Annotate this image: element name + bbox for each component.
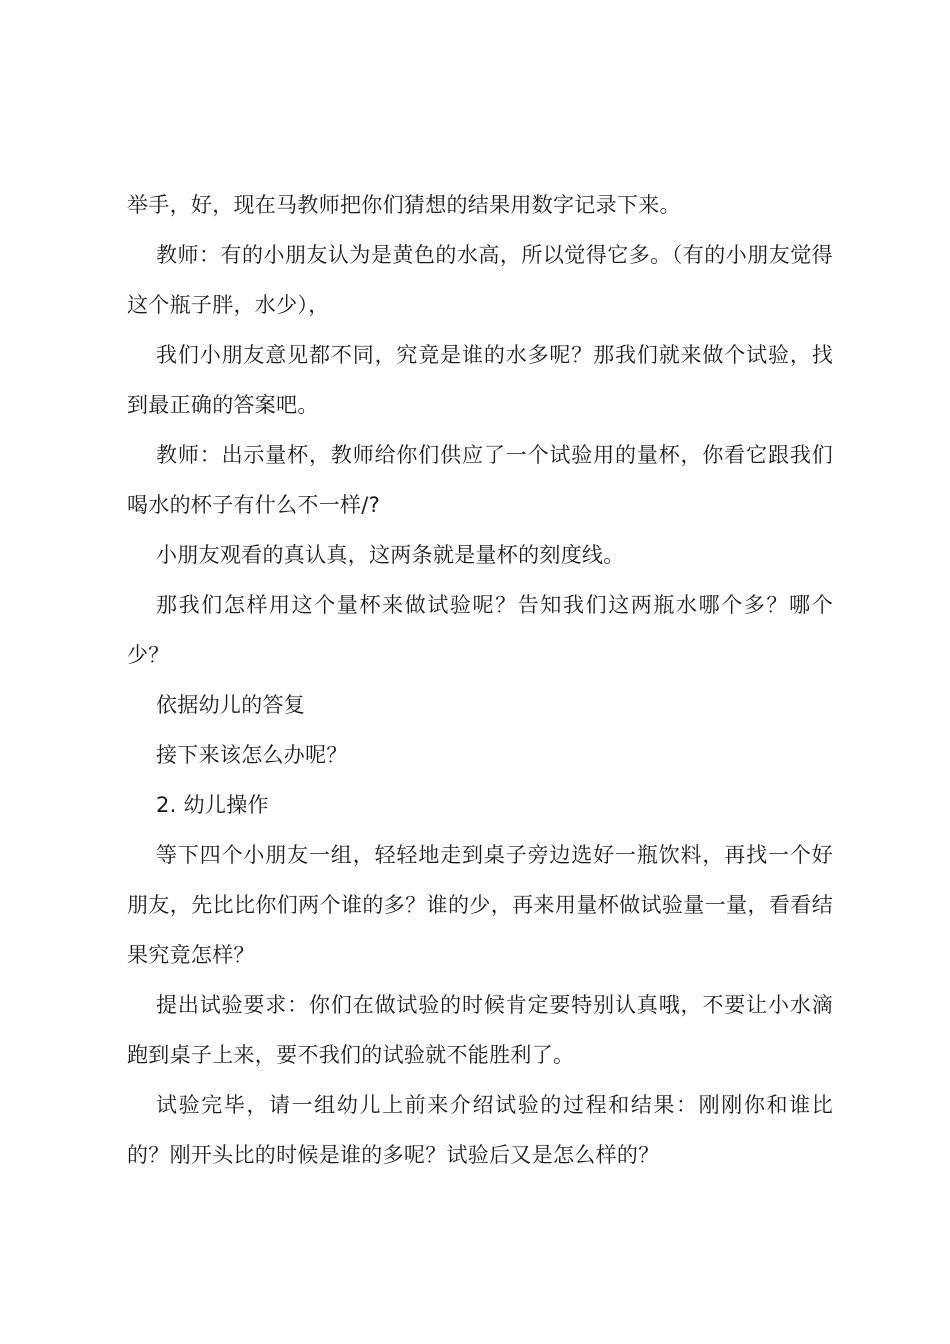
document-body: [127, 180, 833, 1180]
paragraph-5: 小朋友观看的真认真，这两条就是量杯的刻度线。: [156, 543, 625, 567]
paragraph-9: 2. 幼儿操作: [156, 793, 269, 817]
paragraph-8: 接下来该怎么办呢？: [156, 743, 348, 767]
paragraph-6: 那我们怎样用这个量杯来做试验呢？告知我们这两瓶水哪个多？哪个少？: [127, 593, 833, 667]
paragraph-2: 教师：有的小朋友认为是黄色的水高，所以觉得它多。（有的小朋友觉得这个瓶子胖，水少），: [127, 243, 833, 317]
paragraph-3: 我们小朋友意见都不同，究竟是谁的水多呢？那我们就来做个试验，找到最正确的答案吧。: [127, 343, 833, 417]
paragraph-1: 举手，好，现在马教师把你们猜想的结果用数字记录下来。: [127, 193, 681, 217]
paragraph-10: 等下四个小朋友一组，轻轻地走到桌子旁边选好一瓶饮料，再找一个好朋友，先比比你们两个谁的多？谁的少，再来用量杯做试验量一量，看看结果究竟怎样？: [127, 843, 833, 967]
paragraph-11: 提出试验要求：你们在做试验的时候肯定要特别认真哦，不要让小水滴跑到桌子上来，要不我们的试验就不能胜利了。: [127, 993, 833, 1067]
paragraph-7: 依据幼儿的答复: [156, 693, 306, 717]
paragraph-4: 教师：出示量杯，教师给你们供应了一个试验用的量杯，你看它跟我们喝水的杯子有什么不一样/?: [127, 443, 833, 517]
paragraph-12: 试验完毕，请一组幼儿上前来介绍试验的过程和结果：刚刚你和谁比的？刚开头比的时候是谁的多呢？试验后又是怎么样的？: [127, 1093, 833, 1167]
